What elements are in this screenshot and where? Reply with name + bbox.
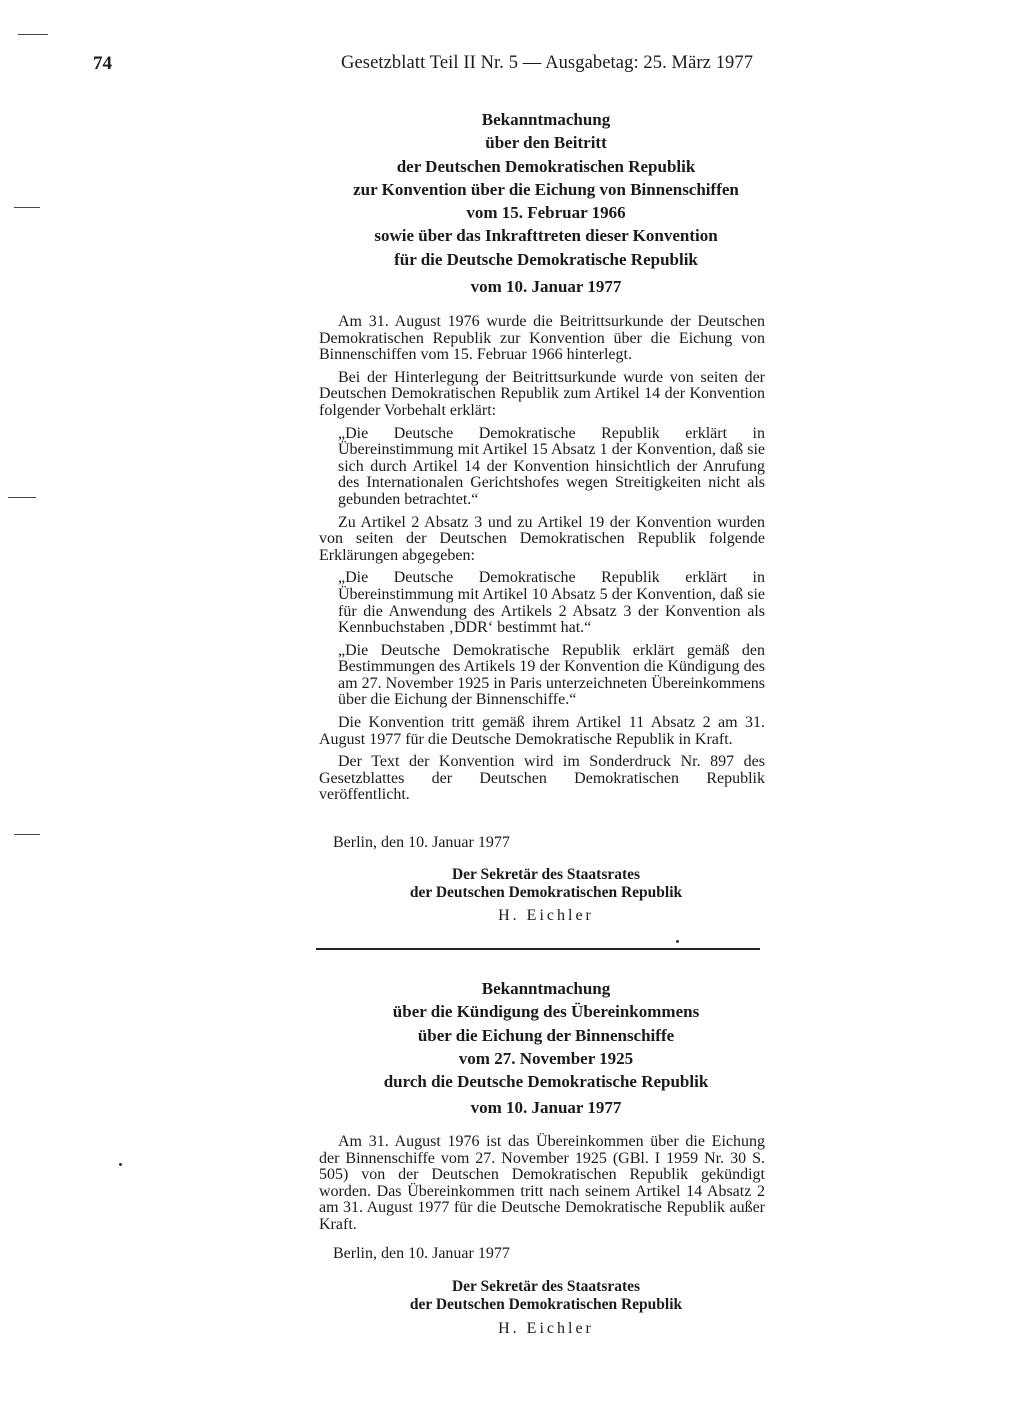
margin-mark	[18, 34, 48, 35]
title-line: vom 27. November 1925	[458, 1048, 634, 1068]
running-title: Gesetzblatt Teil II Nr. 5 — Ausgabetag: 25. März 1977	[341, 53, 754, 73]
announcement-2-body	[319, 1134, 765, 1240]
title-line: über die Kündigung des Übereinkommens	[392, 1002, 700, 1022]
quoted-declaration: „Die Deutsche Demokratische Republik erklärt gemäß den Bestimmungen des Artikels 19 der Konvention die Kündigung des am 27. November 1925 in Paris unterzeichneten Übereinkommens über die Eichung der Binnenschiffe.“	[338, 641, 765, 709]
office-line: der Deutschen Demokratischen Republik	[409, 1296, 683, 1313]
paragraph: Bei der Hinterlegung der Beitrittsurkunde wurde von seiten der Deutschen Demokratischen Republik zum Artikel 14 der Konvention folgender Vorbehalt erklärt:	[319, 368, 765, 419]
announcement-2-date: vom 10. Januar 1977	[470, 1098, 622, 1117]
announcement-2-signature-office	[316, 1278, 776, 1314]
paragraph: Am 31. August 1976 wurde die Beitrittsurkunde der Deutschen Demokratischen Republik zur Konvention über die Eichung von Binnenschiffen vom 15. Februar 1966 hinterlegt.	[319, 313, 765, 364]
announcement-1-body	[319, 314, 765, 810]
title-line: für die Deutsche Demokratische Republik	[394, 249, 698, 269]
announcement-1-title	[316, 108, 776, 271]
paragraph: Die Konvention tritt gemäß ihrem Artikel 11 Absatz 2 am 31. August 1977 für die Deutsche Demokratische Republik in Kraft.	[319, 714, 765, 748]
section-divider	[316, 948, 760, 950]
paragraph: Der Text der Konvention wird im Sonderdruck Nr. 897 des Gesetzblattes der Deutschen Demokratischen Republik veröffentlicht.	[319, 753, 765, 804]
title-line: sowie über das Inkrafttreten dieser Konvention	[374, 226, 718, 246]
title-line: durch die Deutsche Demokratische Republik	[383, 1072, 709, 1092]
page-number: 74	[93, 53, 112, 74]
running-header	[0, 53, 1024, 83]
title-line: Bekanntmachung	[481, 110, 611, 129]
title-line: Bekanntmachung	[481, 979, 611, 998]
title-line: vom 15. Februar 1966	[466, 203, 626, 223]
office-line: Der Sekretär des Staatsrates	[451, 866, 641, 883]
margin-mark	[14, 834, 40, 835]
announcement-2-title	[316, 977, 776, 1093]
margin-mark	[8, 497, 36, 498]
quoted-declaration: „Die Deutsche Demokratische Republik erklärt in Übereinstimmung mit Artikel 15 Absatz 1 der Konvention, daß sie sich durch Artikel 14 der Konvention hinsichtlich der Anrufung des Internationalen Gerichtshofes wegen Streitigkeiten nicht als gebunden betrachtet.“	[338, 424, 765, 508]
title-line: über die Eichung der Binnenschiffe	[417, 1025, 675, 1045]
announcement-2-place-date: Berlin, den 10. Januar 1977	[333, 1245, 510, 1262]
announcement-1-place-date: Berlin, den 10. Januar 1977	[333, 834, 510, 851]
title-line: zur Konvention über die Eichung von Binnenschiffen	[353, 179, 739, 199]
quoted-declaration: „Die Deutsche Demokratische Republik erklärt in Übereinstimmung mit Artikel 10 Absatz 5 der Konvention, daß sie für die Anwendung des Artikels 2 Absatz 3 der Konvention als Kennbuchstaben ‚DDR‘ bestimmt hat.“	[338, 569, 765, 637]
announcement-1-date: vom 10. Januar 1977	[470, 277, 622, 296]
announcement-1-signature-office	[316, 866, 776, 902]
title-line: über den Beitritt	[485, 133, 607, 153]
announcement-1-signatory: H. Eichler	[498, 907, 594, 924]
margin-dot	[119, 1163, 122, 1166]
title-line: der Deutschen Demokratischen Republik	[396, 156, 696, 176]
margin-mark	[14, 207, 40, 208]
office-line: Der Sekretär des Staatsrates	[451, 1278, 641, 1295]
paragraph: Am 31. August 1976 ist das Übereinkommen über die Eichung der Binnenschiffe vom 27. November 1925 (GBl. I 1959 Nr. 30 S. 505) von der Deutschen Demokratischen Republik gekündigt worden. Das Übereinkommen tritt nach seinem Artikel 14 Absatz 2 am 31. August 1977 für die Deutsche Demokratische Republik außer Kraft.	[319, 1133, 765, 1233]
paragraph: Zu Artikel 2 Absatz 3 und zu Artikel 19 der Konvention wurden von seiten der Deutschen Demokratischen Republik folgende Erklärungen abgegeben:	[319, 513, 765, 564]
scan-dot	[676, 940, 679, 943]
announcement-2-signatory: H. Eichler	[498, 1320, 594, 1337]
office-line: der Deutschen Demokratischen Republik	[409, 884, 683, 901]
